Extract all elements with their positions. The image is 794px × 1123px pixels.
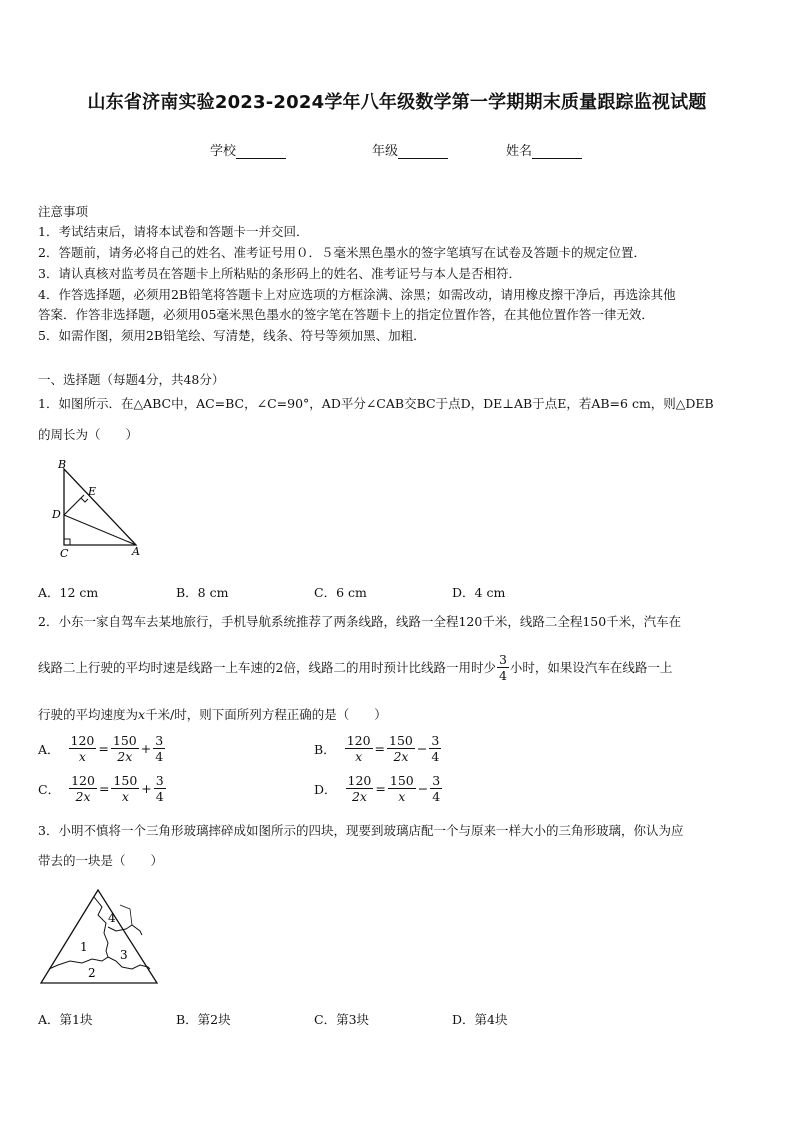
q1-text-line1: 1．如图所示．在△ABC中，AC=BC，∠C=90°，AD平分∠CAB交BC于点D，DE⊥AB于点E，若AB=6 cm，则△DEB	[38, 396, 714, 411]
grade-field	[372, 140, 448, 159]
piece-label-1: 1	[80, 940, 88, 954]
notice-item: 5．如需作图，须用2B铅笔绘、写清楚，线条、符号等须加黑、加粗．	[38, 328, 426, 343]
piece-label-2: 2	[88, 966, 96, 980]
q3-option-a[interactable]: A．第1块	[38, 1012, 93, 1027]
q1-option-c[interactable]: C．6 cm	[314, 585, 367, 600]
q1-option-d[interactable]: D．4 cm	[452, 585, 506, 600]
page-title: 山东省济南实验2023-2024学年八年级数学第一学期期末质量跟踪监视试题	[87, 92, 707, 113]
notice-heading: 注意事项	[38, 204, 89, 219]
name-label: 姓名	[506, 144, 533, 159]
piece-label-3: 3	[120, 948, 128, 962]
q2-text-line2	[38, 652, 672, 683]
label-B: B	[58, 458, 67, 471]
q2-option-d[interactable]: D． $\frac{120}{2x}$ = $\frac{150}{x}$ − $\frac{3}{4}$	[314, 773, 441, 804]
q2-text-line3: 行驶的平均速度为x千米/时，则下面所列方程正确的是（ ）	[38, 707, 387, 722]
q1-option-a[interactable]: A．12 cm	[38, 585, 99, 600]
q3-option-b[interactable]: B．第2块	[176, 1012, 231, 1027]
q2-option-c[interactable]: C． $\frac{120}{2x}$ = $\frac{150}{x}$ + $\frac{3}{4}$	[38, 773, 164, 804]
q2-text-line1: 2．小东一家自驾车去某地旅行，手机导航系统推荐了两条线路，线路一全程120千米，线路二全程150千米，汽车在	[38, 614, 682, 629]
q2-line2-start: 线路二上行驶的平均时速是线路一上车速的2倍，线路二的用时预计比线路一用时少	[38, 659, 496, 675]
q3-broken-triangle-figure	[36, 885, 162, 987]
q3-text-line2: 带去的一块是（ ）	[38, 853, 164, 868]
q2-option-b[interactable]: B． $\frac{120}{x}$ = $\frac{150}{2x}$ − $\frac{3}{4}$	[314, 733, 440, 764]
q3-option-c[interactable]: C．第3块	[314, 1012, 370, 1027]
notice-item: 1．考试结束后，请将本试卷和答题卡一并交回．	[38, 224, 309, 239]
q3-text-line1: 3．小明不慎将一个三角形玻璃摔碎成如图所示的四块，现要到玻璃店配一个与原来一样大小的三角形玻璃，你认为应	[38, 823, 684, 838]
variable-x: x	[138, 707, 146, 722]
school-label: 学校	[210, 144, 237, 159]
q1-triangle-figure	[48, 455, 148, 560]
school-field	[210, 140, 286, 159]
notice-item: 2．答题前，请务必将自己的姓名、准考证号用０．５毫米黑色墨水的签字笔填写在试卷及答题卡的规定位置．	[38, 245, 646, 260]
piece-label-4: 4	[108, 911, 116, 925]
label-C: C	[60, 547, 69, 560]
section-heading: 一、选择题（每题4分，共48分）	[38, 372, 225, 387]
q1-option-b[interactable]: B．8 cm	[176, 585, 229, 600]
grade-label: 年级	[372, 144, 399, 159]
notice-item: 答案．作答非选择题，必须用05毫米黑色墨水的签字笔在答题卡上的指定位置作答，在其他位置作答一律无效．	[38, 307, 654, 322]
q3-option-d[interactable]: D．第4块	[452, 1012, 508, 1027]
label-E: E	[88, 485, 97, 498]
fraction-three-quarters: $\frac{3}{4}$	[498, 652, 507, 683]
name-field	[506, 140, 582, 159]
notice-item: 4．作答选择题，必须用2B铅笔将答题卡上对应选项的方框涂满、涂黑；如需改动，请用橡皮擦干净后，再选涂其他	[38, 287, 676, 302]
label-D: D	[52, 508, 61, 521]
q1-text-line2: 的周长为（ ）	[38, 427, 139, 442]
q2-option-a[interactable]: A． $\frac{120}{x}$ = $\frac{150}{2x}$ + $\frac{3}{4}$	[38, 733, 164, 764]
q2-line2-end: 小时，如果设汽车在线路一上	[509, 659, 673, 675]
label-A: A	[132, 545, 140, 558]
notice-item: 3．请认真核对监考员在答题卡上所粘贴的条形码上的姓名、准考证号与本人是否相符．	[38, 266, 521, 281]
